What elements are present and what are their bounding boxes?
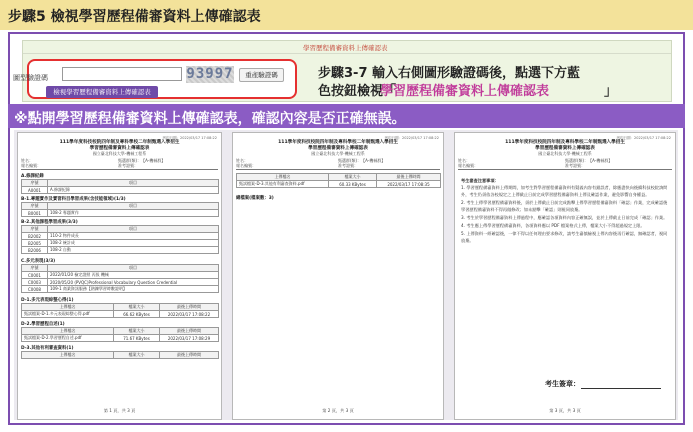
table-row <box>237 181 441 188</box>
note-item: 5. 上傳資料一經確認後，一律不得以任何理由要求修改，請考生審慎檢視上傳內容後再行確認，無確認者，視同放棄。 <box>461 231 668 243</box>
table-header: 序號 <box>22 203 48 210</box>
table-cell: 109-1 商業資訊服務【熱鍊學習時數證明】 <box>48 286 219 293</box>
table-header: 序號 <box>22 180 48 187</box>
page-number: 第 3 頁，共 3 頁 <box>549 408 581 413</box>
table-cell: B2002 <box>22 233 48 240</box>
page-number: 第 2 頁，共 3 頁 <box>322 408 354 413</box>
table-cell: 108-2 專題實作 <box>48 210 219 217</box>
section-table <box>21 179 219 194</box>
doc-title-1: 111學年度科技校院四年制及專科學校二年制甄選入學招生 <box>505 140 625 145</box>
instruction-line-1: 步驟3-7 輸入右側圖形驗證碼後，點選下方藍 <box>318 66 581 81</box>
section-table <box>21 303 219 318</box>
table-cell: 2022/03/17 17:08:22 <box>160 311 219 318</box>
table-cell: C0003 <box>22 279 48 286</box>
table-row <box>22 311 219 318</box>
panel-title: 學習歷程備審資料上傳確認表 <box>303 44 388 52</box>
seat-label: 准考證號： <box>338 163 358 168</box>
table-header: 檔案大小 <box>114 352 160 359</box>
id-label: 報名編號： <box>21 163 41 168</box>
table-cell: C0008 <box>22 286 48 293</box>
table-header: 項目 <box>48 203 219 210</box>
notes-title: 考生審查注意事項： <box>461 178 499 183</box>
section-title: A.修課紀錄 <box>21 174 44 179</box>
table-header: 項目 <box>48 265 219 272</box>
table-row <box>22 187 219 194</box>
doc-title-1: 111學年度科技校院四年制及專科學校二年制甄選入學招生 <box>278 140 398 145</box>
table-cell: 2022/01/20 檢定證照 丙級 機械 <box>48 272 219 279</box>
section-title: B-2.其他課程學習成果(3/3) <box>21 220 78 225</box>
table-row <box>22 286 219 293</box>
print-date: 列印日期：2022/03/17 17:08:22 <box>616 136 671 140</box>
table-row <box>22 247 219 254</box>
section-title: D-2.學習歷程自述(1) <box>21 322 65 327</box>
table-cell: 甄試檔案-D-2.學習歷程自述.pdf <box>22 335 114 342</box>
table-cell: 2022/03/17 17:08:35 <box>377 181 441 188</box>
note-item: 1. 學習歷程備審資料上傳期間，如考生對學習歷程備審資料有疑義內容有錯誤者，除應盡快向後續科技校院詢問外，考生仍須依各校規定之上傳截止日前完成學習歷程備審資料上傳及確認作業，避免影響自身權益。 <box>461 185 668 197</box>
table-cell: 2020/05/20 (PVQC)Professional Vocabulary Question Credential <box>48 279 219 286</box>
table-header: 上傳檔名 <box>237 174 329 181</box>
name-label: 姓名： <box>21 158 33 163</box>
table-cell: 108-2 統計成 <box>48 240 219 247</box>
doc-title-1: 111學年度科技校院四年制及專科學校二年制甄選入學招生 <box>59 140 180 145</box>
table-header: 檔案大小 <box>114 304 160 311</box>
captcha-input[interactable] <box>62 67 182 81</box>
table-header: 序號 <box>22 265 48 272</box>
table-header: 上傳檔名 <box>22 328 114 335</box>
seat-label: 准考證號： <box>565 163 585 168</box>
captcha-label: 圖型驗證碼 <box>13 74 48 82</box>
table-header: 上傳檔名 <box>22 304 114 311</box>
document-page-3 <box>454 132 676 420</box>
signature-line <box>581 388 661 389</box>
section-table <box>21 202 219 217</box>
id-label: 報名編號： <box>458 163 478 168</box>
table-cell: 71.67 KBytes <box>114 335 160 342</box>
divider <box>21 169 218 170</box>
doc-title-2: 學習歷程備審資料上傳確認表 <box>308 146 368 151</box>
table-cell: 110-2 物件成長 <box>48 233 219 240</box>
print-date: 列印日期：2022/03/17 17:08:22 <box>384 136 439 140</box>
table-cell: 108-2 自動 <box>48 247 219 254</box>
captcha-image: 93997 <box>186 66 234 82</box>
instruction-line-2-link: 學習歷程備審資料上傳確認表 <box>380 84 550 99</box>
table-cell: A.修課紀錄 <box>48 187 219 194</box>
section-title: C.多元表現(3/3) <box>21 259 56 264</box>
table-cell: B2006 <box>22 247 48 254</box>
group-label: 甄選群(類)：【A-機械群】 <box>565 158 613 163</box>
table-header: 最後上傳時間 <box>160 352 219 359</box>
instruction-line-2-prefix: 色按鈕檢視「 <box>318 84 397 99</box>
divider <box>458 169 672 170</box>
name-label: 姓名： <box>458 158 470 163</box>
section-table <box>21 327 219 342</box>
table-row <box>22 335 219 342</box>
view-confirmation-button[interactable]: 檢視學習歷程備審資料上傳確認表 <box>46 86 158 98</box>
notice-banner <box>8 104 685 128</box>
table-cell: A0001 <box>22 187 48 194</box>
note-item: 3. 考生於學習歷程備審資料上傳過程中，應確認各項資料內容正確無誤，並於上傳截止日前完成「確認」作業。 <box>461 215 668 220</box>
print-date: 列印日期：2022/03/17 17:08:22 <box>162 136 217 140</box>
doc-subtitle: 國立臺北科技大學-機械工程系 <box>311 151 365 156</box>
section-table <box>21 264 219 293</box>
table-header: 檔案大小 <box>114 328 160 335</box>
doc-title-2: 學習歷程備審資料上傳確認表 <box>535 146 595 151</box>
doc-subtitle: 國立臺北科技大學-機械工程系 <box>538 151 592 156</box>
table-header: 項目 <box>48 180 219 187</box>
group-label: 甄選群(類)：【A-機械群】 <box>338 158 386 163</box>
section-title: B-1.專題實作及實習科目學習成果(含技能領域)(1/3) <box>21 197 126 202</box>
table-cell: 60.33 KBytes <box>329 181 377 188</box>
document-page-1 <box>17 132 222 420</box>
note-item: 4. 考生應上傳學習歷程備審資料，各項資料應以 PDF 檔案格式上傳，檔案大小不得超過規定上限。 <box>461 223 645 228</box>
signature-label: 考生簽章： <box>545 380 580 388</box>
document-page-2 <box>232 132 444 420</box>
table-cell: 2022/03/17 17:08:29 <box>160 335 219 342</box>
file-count-note: 總檔案(檔案數：3) <box>236 196 274 201</box>
table-header: 上傳檔名 <box>22 352 114 359</box>
instruction-line-2-suffix: 」 <box>604 84 618 99</box>
table-header: 項目 <box>48 226 219 233</box>
group-label: 甄選群(類)：【A-機械群】 <box>118 158 166 163</box>
table-cell: 甄試檔案-D-3.其他有利審查資料.pdf <box>237 181 329 188</box>
banner-text: ※點開學習歷程備審資料上傳確認表，確認內容是否正確無誤。 <box>14 111 406 127</box>
table-header: 最後上傳時間 <box>160 304 219 311</box>
table-cell: B2005 <box>22 240 48 247</box>
table-cell: 甄試檔案-D-1.多元表現綜整心得.pdf <box>22 311 114 318</box>
notes-block <box>461 177 671 245</box>
divider <box>236 169 440 170</box>
table-row <box>22 240 219 247</box>
table-row <box>22 210 219 217</box>
table-header: 最後上傳時間 <box>160 328 219 335</box>
file-table <box>236 173 441 188</box>
table-header: 序號 <box>22 226 48 233</box>
section-table <box>21 351 219 359</box>
table-cell: 66.62 KBytes <box>114 311 160 318</box>
name-label: 姓名： <box>236 158 248 163</box>
page-number: 第 1 頁，共 3 頁 <box>103 408 136 413</box>
table-cell: C0001 <box>22 272 48 279</box>
table-row <box>22 233 219 240</box>
section-title: D-1.多元表現綜整心得(1) <box>21 298 74 303</box>
doc-subtitle: 國立臺北科技大學-機械工程系 <box>92 151 147 156</box>
step-title: 步驟5 檢視學習歷程備審資料上傳確認表 <box>8 9 261 25</box>
section-table <box>21 225 219 254</box>
note-item: 2. 考生上傳學習歷程備審資料後，須於上傳截止日前完成點擊上傳學習歷程備審資料「確認」作業，完成確認後學習歷程備審資料不得再做修改；如未點擊「確認」則視同放棄。 <box>461 200 668 212</box>
divider <box>23 53 671 54</box>
seat-label: 准考證號： <box>118 163 138 168</box>
step-header <box>0 0 693 30</box>
section-title: D-3.其他有利審查資料(1) <box>21 346 74 351</box>
table-row <box>22 279 219 286</box>
table-header: 最後上傳時間 <box>377 174 441 181</box>
table-row <box>22 272 219 279</box>
table-header: 檔案大小 <box>329 174 377 181</box>
id-label: 報名編號： <box>236 163 256 168</box>
table-cell: B0001 <box>22 210 48 217</box>
refresh-captcha-button[interactable]: 重產驗證碼 <box>239 68 284 82</box>
doc-title-2: 學習歷程備審資料上傳確認表 <box>89 146 150 151</box>
